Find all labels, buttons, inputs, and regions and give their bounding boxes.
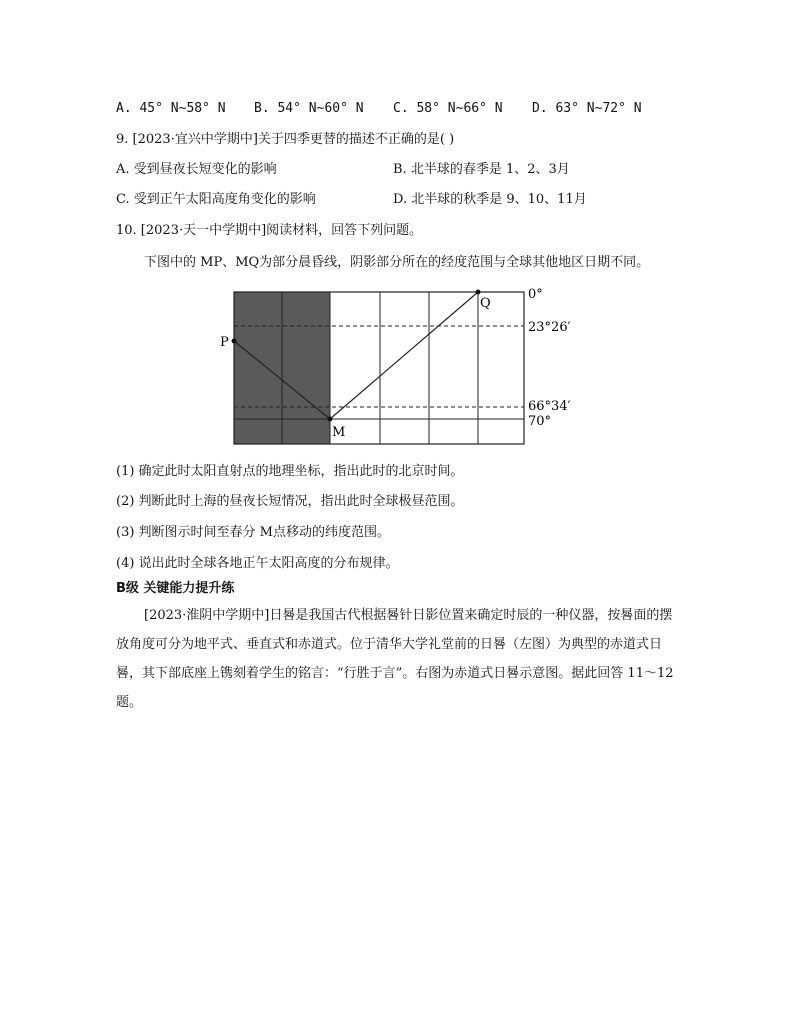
q9-option-d: D. 北半球的秋季是 9、10、11月 — [393, 192, 587, 207]
label-p: P — [220, 335, 229, 350]
point-p — [232, 339, 237, 344]
lat-label-0: 0° — [528, 287, 543, 302]
q10-sub-4: (4) 说出此时全球各地正午太阳高度的分布规律。 — [116, 556, 399, 571]
point-m — [328, 417, 333, 422]
q8-option-c: C. 58° N~66° N — [393, 101, 503, 116]
q9-option-c: C. 受到正午太阳高度角变化的影响 — [116, 192, 316, 207]
lat-label-70: 70° — [528, 414, 552, 429]
q9-option-b: B. 北半球的春季是 1、2、3月 — [393, 162, 570, 177]
section-b-heading: B级 关键能力提升练 — [116, 581, 235, 596]
lat-label-23: 23°26′ — [528, 320, 571, 335]
section-b-paragraph: [2023·淮阴中学期中]日晷是我国古代根据晷针日影位置来确定时辰的一种仪器，按晷面的摆放角度可分为地平式、垂直式和赤道式。位于清华大学礼堂前的日晷（左图）为典型的赤道式日晷，其下部底座上镌刻着学生的铭言：“行胜于言”。右图为赤道式日晷示意图。据此回答 11～12题。 — [116, 608, 674, 710]
q8-option-d: D. 63° N~72° N — [532, 101, 642, 116]
q10-intro: 下图中的 MP、MQ为部分晨昏线，阴影部分所在的经度范围与全球其他地区日期不同。 — [144, 255, 650, 270]
terminator-mq — [330, 292, 478, 419]
point-q — [476, 290, 481, 295]
q8-option-a: A. 45° N~58° N — [116, 101, 226, 116]
terminator-diagram — [0, 284, 794, 464]
q10-sub-2: (2) 判断此时上海的昼夜长短情况，指出此时全球极昼范围。 — [116, 494, 464, 509]
q8-option-b: B. 54° N~60° N — [254, 101, 364, 116]
lat-label-66: 66°34′ — [528, 399, 571, 414]
q10-stem: 10. [2023·天一中学期中]阅读材料，回答下列问题。 — [116, 223, 423, 238]
label-m: M — [332, 425, 346, 440]
q10-sub-3: (3) 判断图示时间至春分 M点移动的纬度范围。 — [116, 525, 390, 540]
q10-sub-1: (1) 确定此时太阳直射点的地理坐标，指出此时的北京时间。 — [116, 464, 464, 479]
q9-option-a: A. 受到昼夜长短变化的影响 — [116, 162, 277, 177]
label-q: Q — [480, 296, 491, 311]
q9-stem: 9. [2023·宜兴中学期中]关于四季更替的描述不正确的是( ) — [116, 132, 455, 147]
